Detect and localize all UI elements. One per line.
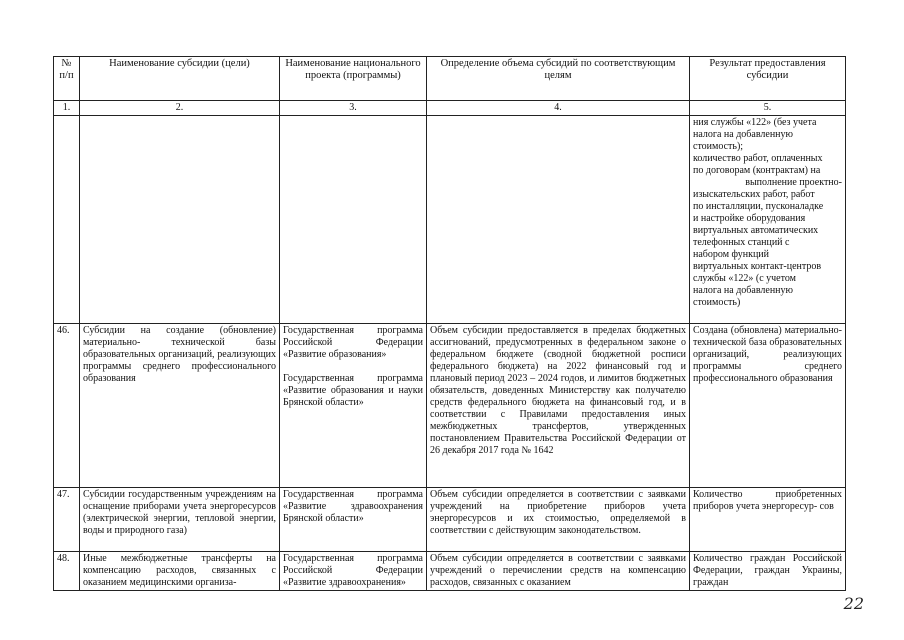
header-subsidy-name: Наименование субсидии (цели) [80, 57, 280, 101]
result-line: налога на добавленную [693, 129, 794, 140]
row-number: 47. [54, 488, 80, 552]
result-line: по договорам (контрактам) на [693, 165, 821, 176]
continuation-result [690, 116, 846, 324]
result-line: виртуальных автоматических [693, 225, 819, 236]
volume-definition: Объем субсидии предоставляется в пределах бюджетных ассигнований, предусмотренных в федеральном законе о федеральном бюджете (сводной бюджетной росписи федерального бюджета) на 2022 финансовый год и плановый период 2023 – 2024 годов, и лимитов бюджетных обязательств, доведенных Министерству как получателю средств федерального бюджета на финансовый год, и в соответствии с Правилами предоставления иных межбюджетных трансфертов, утвержденных постановлением Правительства Российской Федерации от 26 декабря 2017 года № 1642 [427, 324, 690, 488]
subsidy-table [53, 56, 846, 591]
cell-empty [54, 116, 80, 324]
project-name [280, 324, 427, 488]
result-line: по инсталляции, пусконаладке [693, 201, 824, 212]
column-number-row [54, 101, 846, 116]
table-row [54, 552, 846, 591]
result-line: и настройке оборудования [693, 213, 806, 224]
header-result: Результат предоставления субсидии [690, 57, 846, 101]
row-number: 46. [54, 324, 80, 488]
column-number: 4. [427, 101, 690, 116]
result-line: количество работ, оплаченных [693, 153, 823, 164]
result-line: виртуальных контакт-центров [693, 261, 822, 272]
table-row-continuation [54, 116, 846, 324]
result-line: стоимость); [693, 141, 744, 152]
result-line: набором функций [693, 249, 770, 260]
volume-definition: Объем субсидии определяется в соответствии с заявками учреждений на приобретение приборов учета энергоресурсов и их стоимостью, определяемой в соответствии с действующим законодательством. [427, 488, 690, 552]
project-name: Государственная программа «Развитие здравоохранения Брянской области» [280, 488, 427, 552]
table-row [54, 488, 846, 552]
result-line: телефонных станций с [693, 237, 790, 248]
cell-empty [280, 116, 427, 324]
subsidy-name: Иные межбюджетные трансферты на компенсацию расходов, связанных с оказанием медицинскими организа- [80, 552, 280, 591]
row-number: 48. [54, 552, 80, 591]
volume-definition: Объем субсидии определяется в соответствии с заявками учреждений о перечислении средств на компенсацию расходов, связанных с оказанием [427, 552, 690, 591]
page-number: 22 [843, 594, 864, 613]
cell-empty [80, 116, 280, 324]
subsidy-result: Количество граждан Российской Федерации, граждан Украины, граждан [690, 552, 846, 591]
result-line: ния службы «122» (без учета [693, 117, 817, 128]
column-number: 3. [280, 101, 427, 116]
result-line: службы «122» (с учетом [693, 273, 796, 284]
subsidy-name: Субсидии государственным учреждениям на оснащение приборами учета энергоресурсов (электрической энергии, тепловой энергии, воды и природного газа) [80, 488, 280, 552]
result-line: налога на добавленную [693, 285, 794, 296]
column-number: 1. [54, 101, 80, 116]
subsidy-result: Количество приобретенных приборов учета энергоресур- сов [690, 488, 846, 552]
program-text: Государственная программа Российской Федерации «Развитие образования» [283, 325, 423, 360]
project-name: Государственная программа Российской Федерации «Развитие здравоохранения» [280, 552, 427, 591]
header-number: № п/п [54, 57, 80, 101]
column-number: 2. [80, 101, 280, 116]
header-project-name: Наименование национального проекта (программы) [280, 57, 427, 101]
header-volume: Определение объема субсидий по соответствующим целям [427, 57, 690, 101]
subsidy-name: Субсидии на создание (обновление) материально- технической базы образовательных организаций, реализующих программы среднего профессионального образования [80, 324, 280, 488]
table-row [54, 324, 846, 488]
column-number: 5. [690, 101, 846, 116]
result-line: стоимость) [693, 297, 741, 308]
subsidy-result: Создана (обновлена) материально- технической база образовательных организаций, реализующих программы среднего профессионального образования [690, 324, 846, 488]
result-line: изыскательских работ, работ [693, 189, 815, 200]
program-text: Государственная программа «Развитие образования и науки Брянской области» [283, 373, 423, 408]
cell-empty [427, 116, 690, 324]
table-header-row [54, 57, 846, 101]
result-line: выполнение проектно- [745, 177, 842, 188]
